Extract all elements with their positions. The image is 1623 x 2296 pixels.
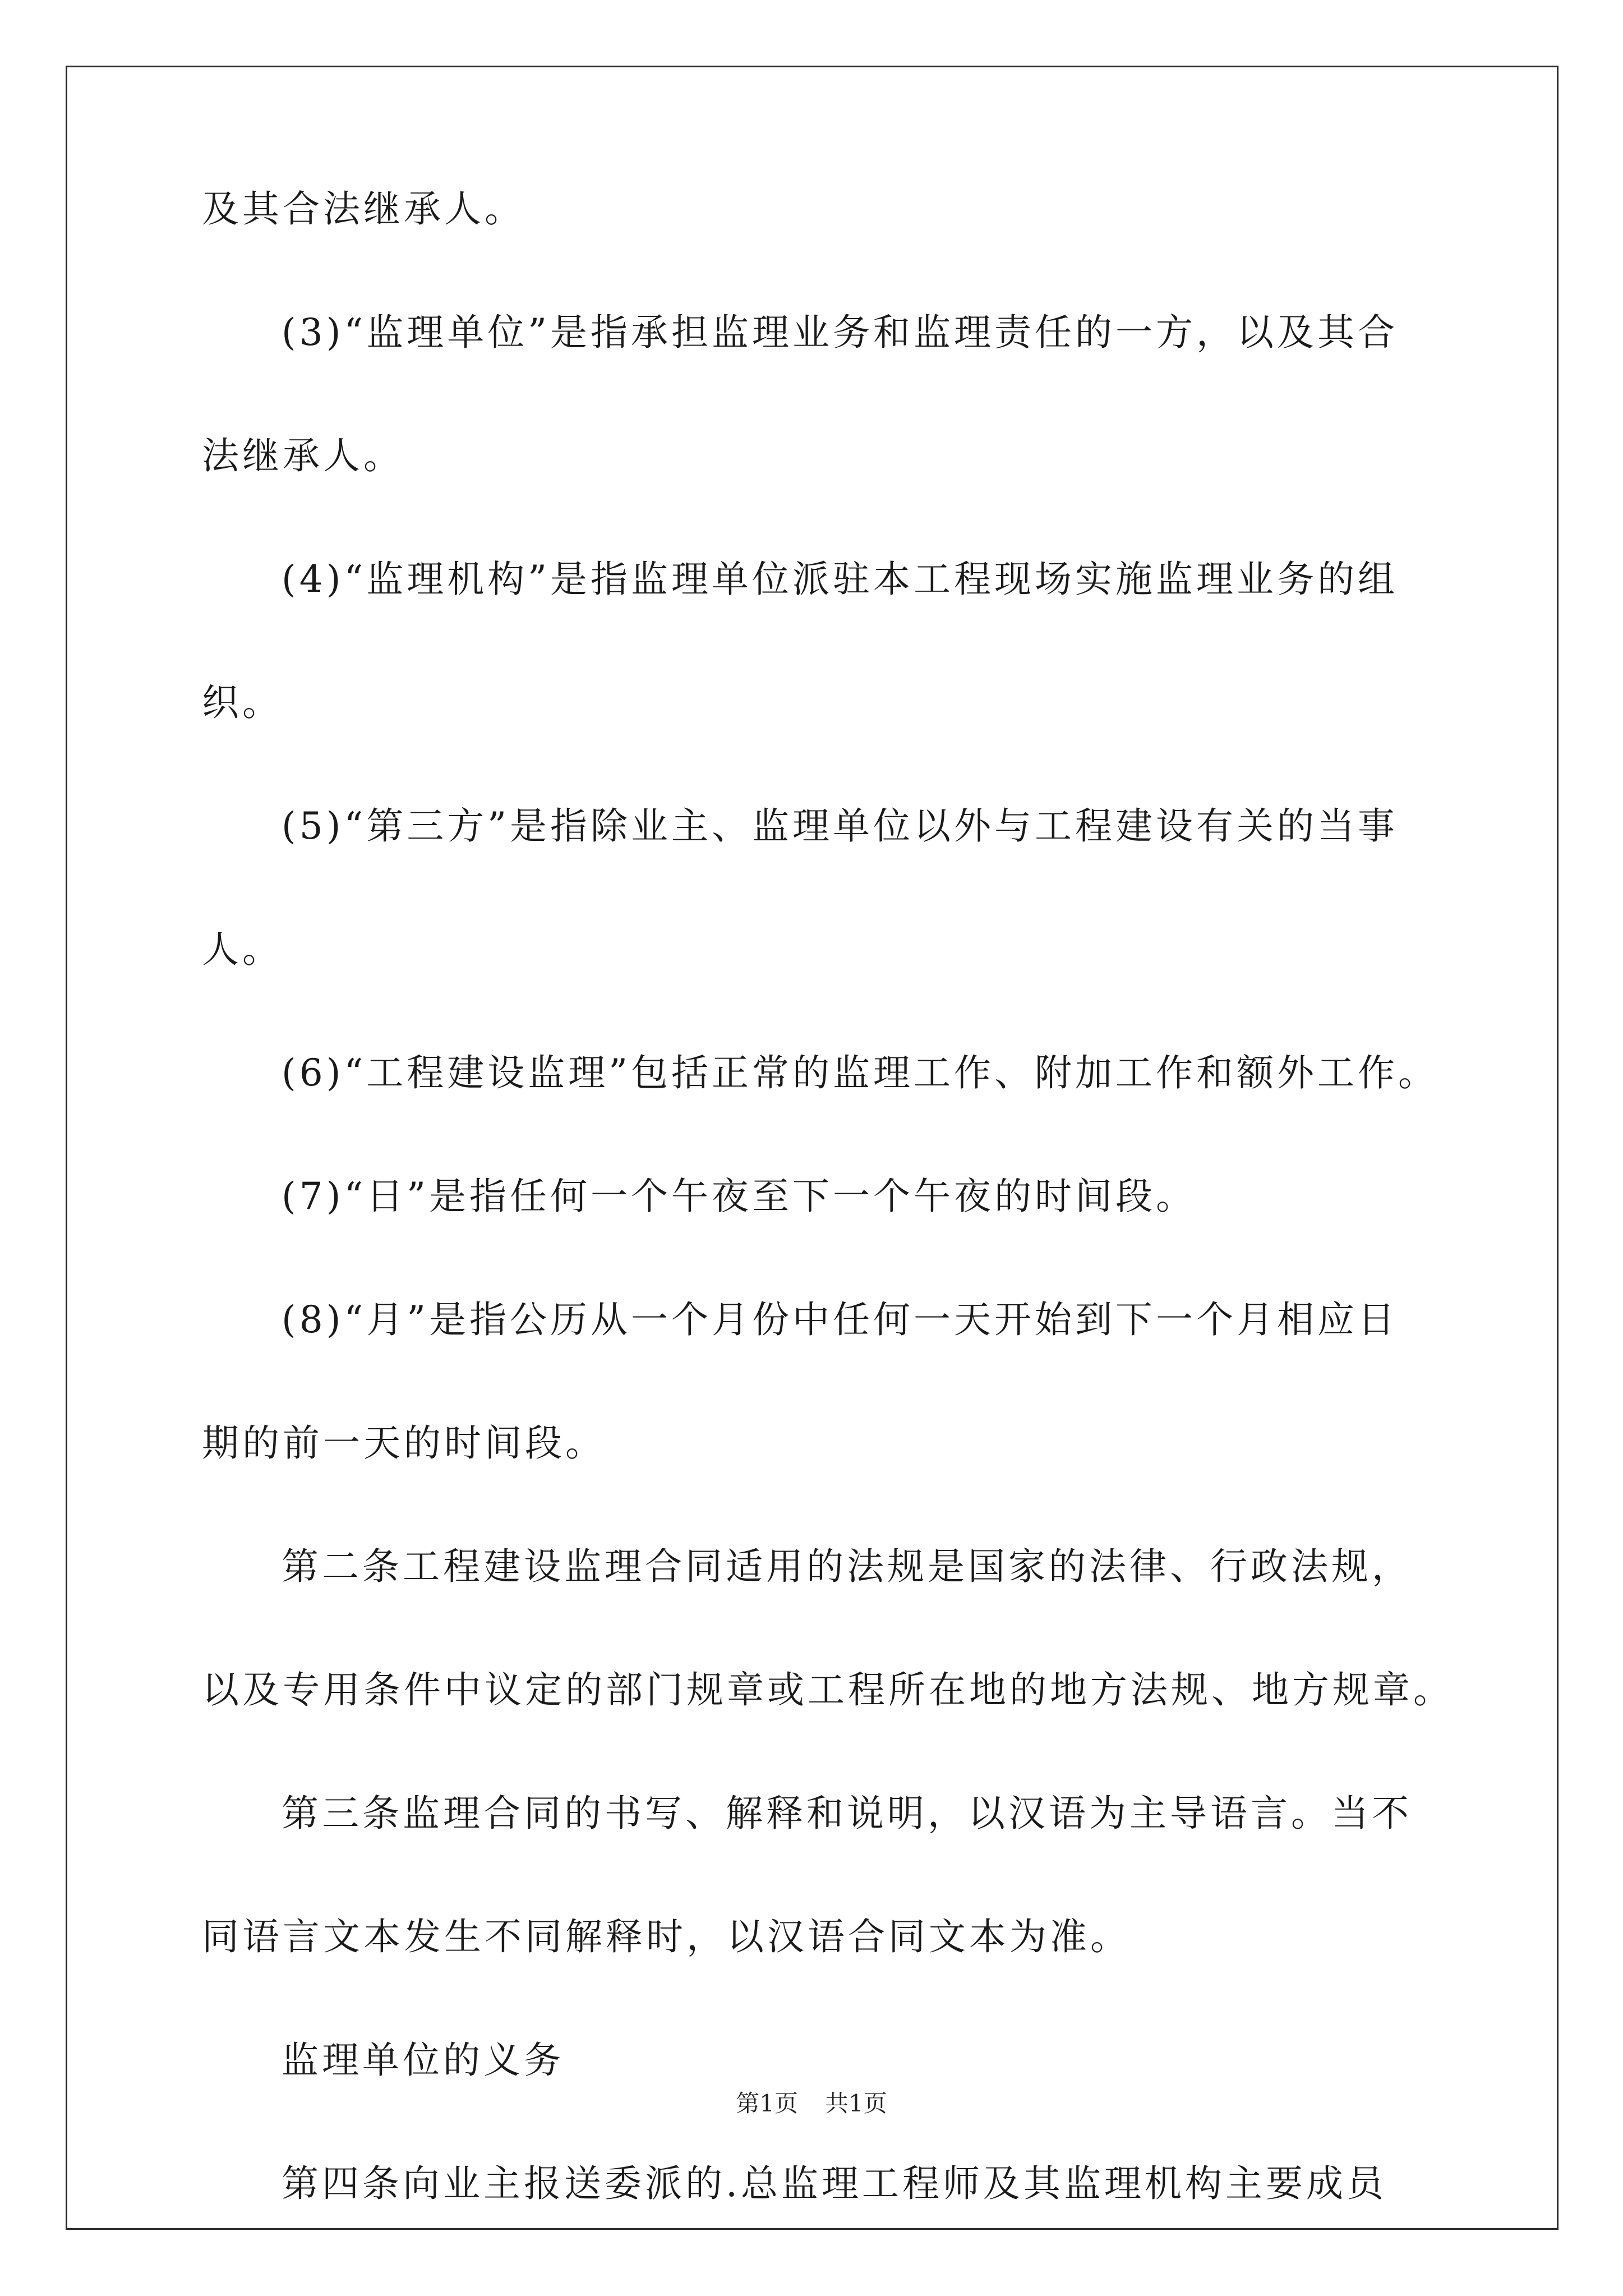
text-line: (4)“监理机构”是指监理单位派驻本工程现场实施监理业务的组 xyxy=(282,558,1398,601)
text-line: 织。 xyxy=(202,681,283,724)
text-line: (3)“监理单位”是指承担监理业务和监理责任的一方，以及其合 xyxy=(282,311,1398,354)
page-total: 共1页 xyxy=(825,2090,887,2117)
text-line: 以及专用条件中议定的部门规章或工程所在地的地方法规、地方规章。 xyxy=(202,1668,1454,1711)
text-line: (7)“日”是指任何一个午夜至下一个午夜的时间段。 xyxy=(282,1175,1196,1218)
text-line: 第四条向业主报送委派的.总监理工程师及其监理机构主要成员 xyxy=(282,2162,1387,2205)
text-line: 及其合法继承人。 xyxy=(202,187,525,231)
text-line: (8)“月”是指公历从一个月份中任何一天开始到下一个月相应日 xyxy=(282,1298,1398,1341)
text-line: 期的前一天的时间段。 xyxy=(202,1421,606,1465)
section-heading: 监理单位的义务 xyxy=(282,2039,564,2082)
text-line: 人。 xyxy=(202,928,283,971)
page-number: 第1页 xyxy=(736,2090,798,2117)
page-footer xyxy=(0,2090,1623,2117)
text-line: 同语言文本发生不同解释时，以汉语合同文本为准。 xyxy=(202,1915,1131,1958)
text-line: (6)“工程建设监理”包括正常的监理工作、附加工作和额外工作。 xyxy=(282,1051,1438,1094)
text-line: 法继承人。 xyxy=(202,434,404,477)
text-line: 第三条监理合同的书写、解释和说明，以汉语为主导语言。当不 xyxy=(282,1792,1412,1835)
page-border xyxy=(66,66,1559,2230)
text-line: (5)“第三方”是指除业主、监理单位以外与工程建设有关的当事 xyxy=(282,804,1398,848)
text-line: 第二条工程建设监理合同适用的法规是国家的法律、行政法规， xyxy=(282,1545,1412,1588)
